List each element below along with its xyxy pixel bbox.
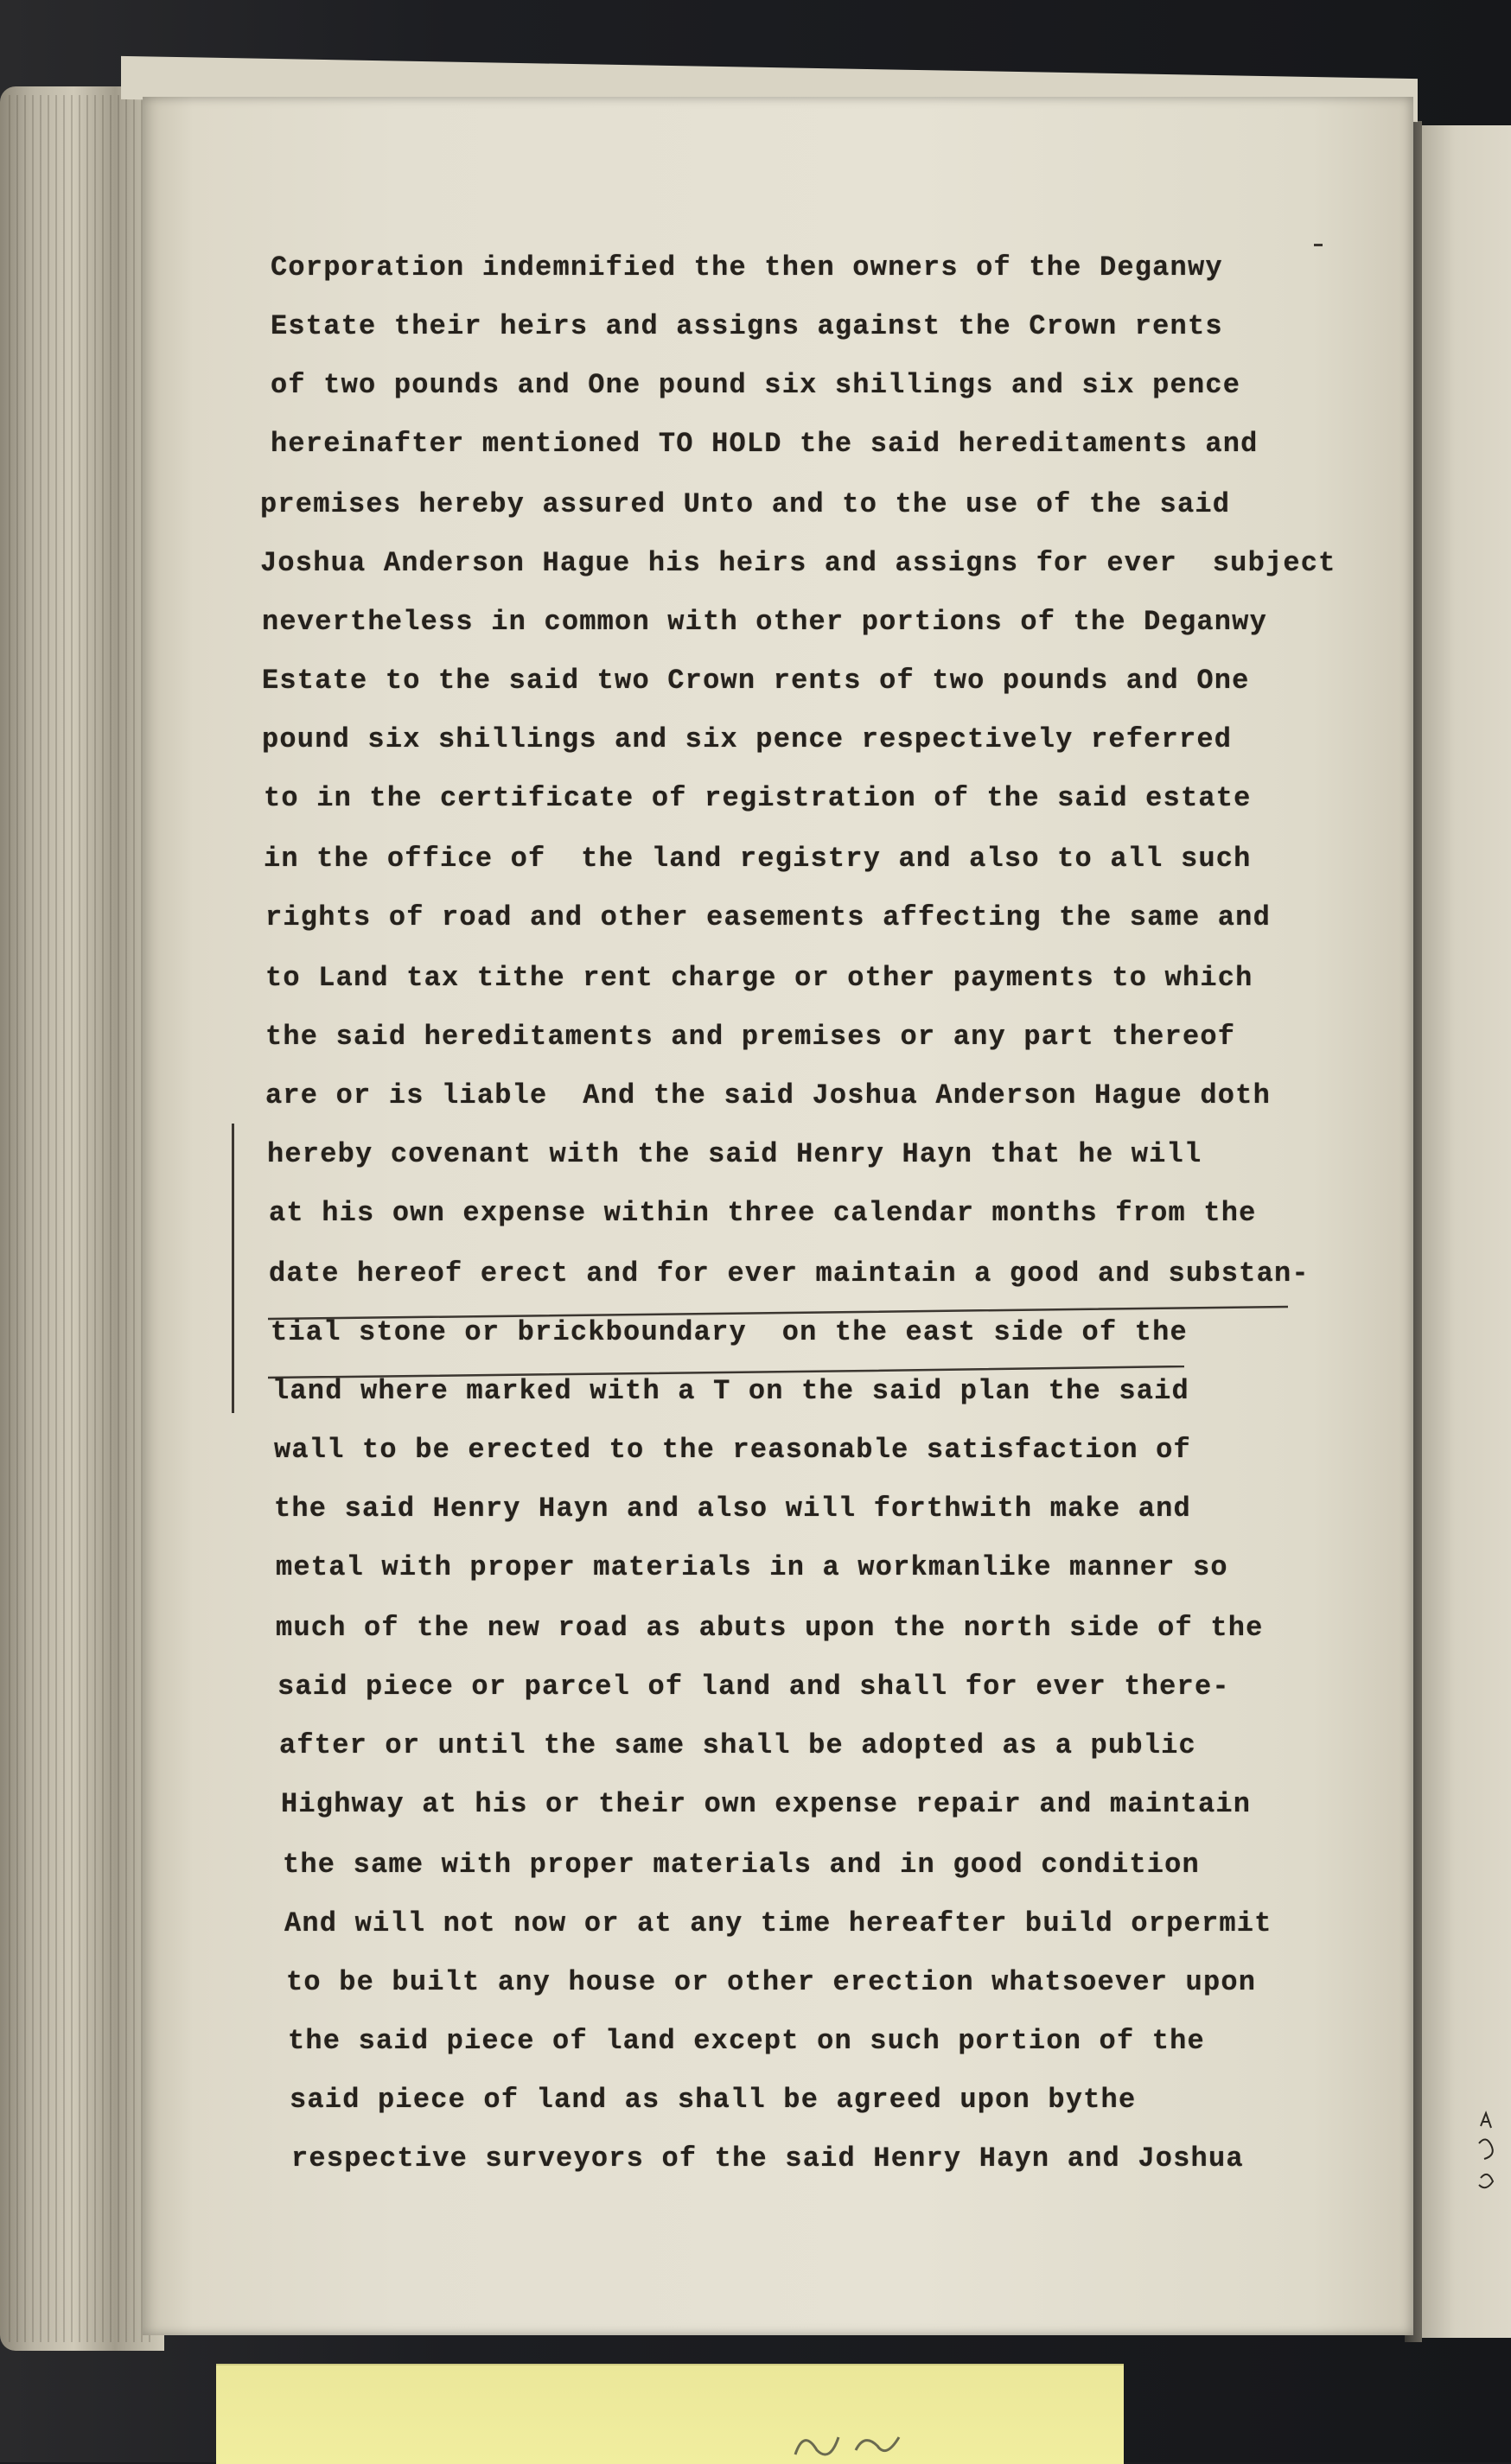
text-line: after or until the same shall be adopted as a public [279,1729,1196,1761]
text-line: Joshua Anderson Hague his heirs and assigns for ever subject [260,547,1336,579]
slip-handwriting-icon [778,2411,916,2462]
text-line: of two pounds and One pound six shillings and six pence [271,369,1241,401]
text-line: hereinafter mentioned TO HOLD the said hereditaments and [271,428,1259,460]
text-line: nevertheless in common with other portions of the Deganwy [262,606,1267,638]
text-line: Highway at his or their own expense repair and maintain [281,1788,1252,1820]
text-line: at his own expense within three calendar months from the [269,1197,1257,1229]
text-line: rights of road and other easements affecting the same and [265,901,1271,933]
text-line: wall to be erected to the reasonable satisfaction of [274,1434,1191,1466]
text-line: the said Henry Hayn and also will forthwith make and [274,1493,1191,1525]
text-line: to Land tax tithe rent charge or other payments to which [265,962,1253,994]
text-line: premises hereby assured Unto and to the use of the said [260,488,1231,520]
page-stack-edges [9,95,156,2342]
text-line: And will not now or at any time hereafter build orpermit [284,1907,1272,1939]
facing-page [1418,125,1511,2338]
text-line: are or is liable And the said Joshua Anderson Hague doth [265,1079,1271,1111]
marginal-handwriting-icon [1474,2109,1508,2204]
text-line: much of the new road as abuts upon the north side of the [276,1612,1264,1644]
text-line: Estate to the said two Crown rents of two pounds and One [262,665,1250,697]
text-line: tial stone or brickboundary on the east side of the [271,1316,1188,1348]
text-line: the same with proper materials and in good condition [283,1849,1200,1881]
text-line: metal with proper materials in a workmanlike manner so [276,1551,1228,1583]
margin-pencil-line [232,1124,234,1413]
text-line: the said piece of land except on such portion of the [288,2025,1205,2057]
text-line: pound six shillings and six pence respectively referred [262,723,1233,755]
text-line: Estate their heirs and assigns against the Crown rents [271,310,1223,342]
bookmark-slip [216,2364,1124,2464]
text-line: the said hereditaments and premises or any part thereof [265,1021,1236,1053]
text-line: respective surveyors of the said Henry Hayn and Joshua [291,2142,1244,2174]
text-line: said piece or parcel of land and shall for ever there- [277,1671,1230,1703]
text-line: land where marked with a T on the said plan the said [272,1375,1189,1407]
text-line: to be built any house or other erection whatsoever upon [286,1966,1257,1998]
typed-text-body [255,242,1361,2213]
text-line: hereby covenant with the said Henry Hayn that he will [267,1138,1202,1170]
text-line: Corporation indemnified the then owners of the Deganwy [271,251,1223,283]
text-line: said piece of land as shall be agreed upon bythe [290,2084,1137,2116]
text-line: in the office of the land registry and also to all such [264,843,1252,875]
text-line: to in the certificate of registration of the said estate [264,782,1252,814]
text-line: date hereof erect and for ever maintain a good and substan- [269,1257,1310,1289]
